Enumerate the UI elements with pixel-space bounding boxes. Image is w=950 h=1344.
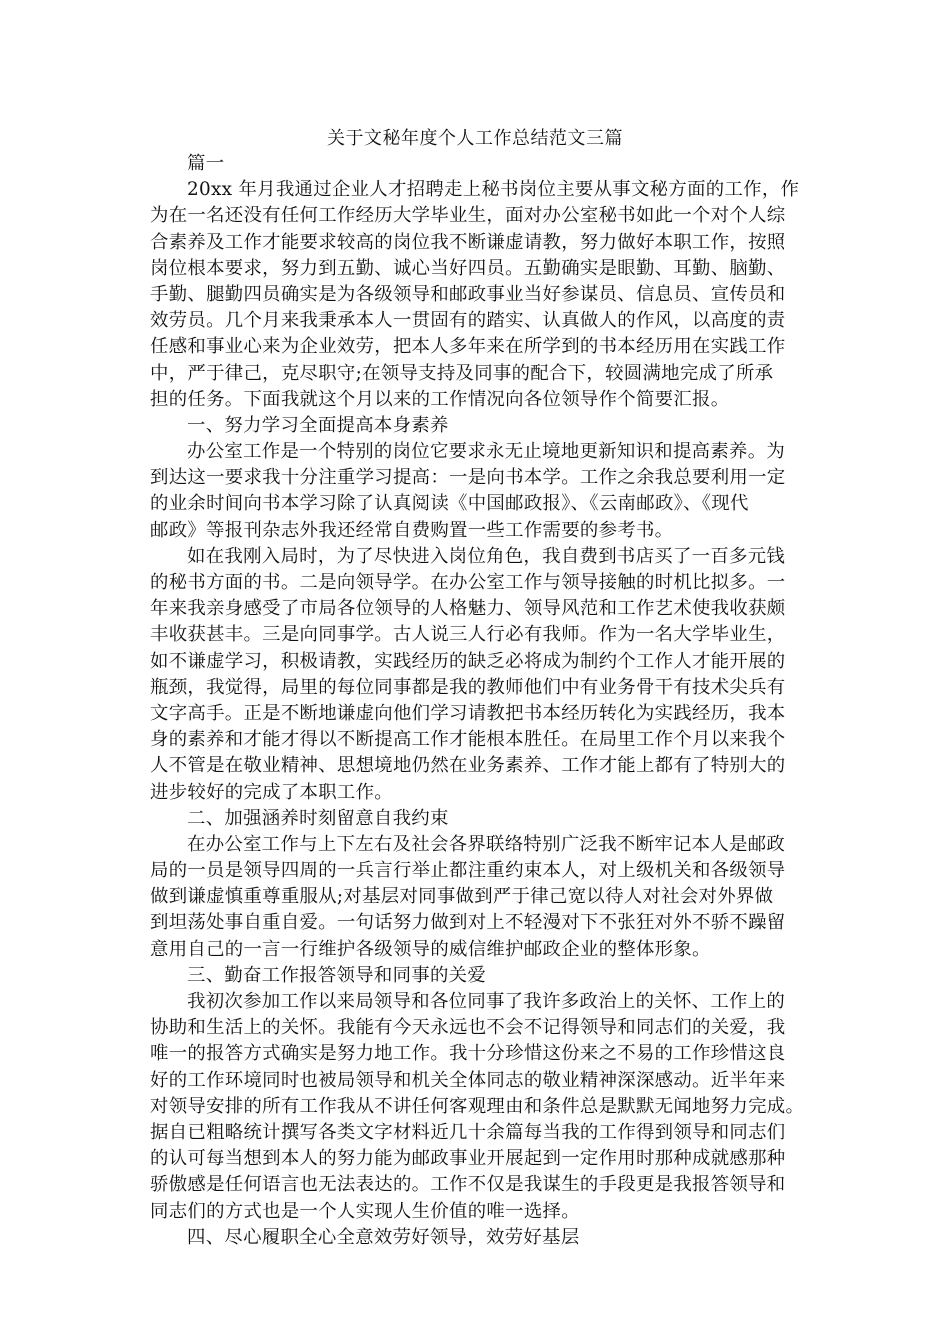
text-line: 担的任务。下面我就这个月以来的工作情况向各位领导作个简要汇报。 (150, 388, 730, 410)
text-line: 唯一的报答方式确实是努力地工作。我十分珍惜这份来之不易的工作珍惜这良 (150, 1043, 786, 1065)
text-line: 岗位根本要求，努力到五勤、诚心当好四员。五勤确实是眼勤、耳勤、脑勤、 (150, 257, 786, 279)
text-line: 据自已粗略统计撰写各类文字材料近几十余篇每当我的工作得到领导和同志们 (150, 1121, 786, 1143)
text-line: 四、尽心履职全心全意效劳好领导，效劳好基层 (187, 1226, 580, 1248)
text-line: 协助和生活上的关怀。我能有今天永远也不会不记得领导和同志们的关爱，我 (150, 1017, 786, 1039)
document-title: 关于文秘年度个人工作总结范文三篇 (327, 128, 623, 149)
text-line: 二、加强涵养时刻留意自我约束 (187, 807, 449, 829)
text-line: 为在一名还没有任何工作经历大学毕业生，面对办公室秘书如此一个对个人综 (150, 205, 786, 227)
text-line: 进步较好的完成了本职工作。 (150, 781, 393, 803)
text-line: 在办公室工作与上下左右及社会各界联络特别广泛我不断牢记本人是邮政 (187, 833, 786, 855)
text-line: 20xx 年月我通过企业人才招聘走上秘书岗位主要从事文秘方面的工作，作 (187, 179, 800, 201)
text-line: 任感和事业心来为企业效劳，把本人多年来在所学到的书本经历用在实践工作 (150, 336, 786, 358)
text-line: 瓶颈，我觉得，局里的每位同事都是我的教师他们中有业务骨干有技术尖兵有 (150, 676, 786, 698)
text-line: 篇一 (187, 153, 225, 174)
text-line: 的业余时间向书本学习除了认真阅读《中国邮政报》、《云南邮政》、《现代 (150, 493, 749, 515)
text-line: 意用自己的一言一行维护各级领导的威信维护邮政企业的整体形象。 (150, 938, 711, 960)
text-line: 同志们的方式也是一个人实现人生价值的唯一选择。 (150, 1200, 580, 1222)
text-line: 丰收获甚丰。三是向同事学。古人说三人行必有我师。作为一名大学毕业生， (150, 624, 786, 646)
text-line: 我初次参加工作以来局领导和各位同事了我许多政治上的关怀、工作上的 (187, 991, 786, 1012)
text-line: 合素养及工作才能要求较高的岗位我不断谦虚请教，努力做好本职工作，按照 (150, 231, 786, 253)
text-line: 如在我刚入局时，为了尽快进入岗位角色，我自费到书店买了一百多元钱 (187, 545, 786, 567)
text-line: 效劳员。几个月来我秉承本人一贯固有的踏实、认真做人的作风，以高度的责 (150, 310, 786, 332)
text-line: 年来我亲身感受了市局各位领导的人格魅力、领导风范和工作艺术使我收获颇 (150, 598, 786, 620)
text-line: 文字高手。正是不断地谦虚向他们学习请教把书本经历转化为实践经历，我本 (150, 702, 786, 724)
text-line: 骄傲感是任何语言也无法表达的。工作不仅是我谋生的手段更是我报答领导和 (150, 1174, 786, 1196)
document-body (150, 151, 810, 1251)
text-line: 人不管是在敬业精神、思想境地仍然在业务素养、工作才能上都有了特别大的 (150, 755, 786, 777)
text-line: 局的一员是领导四周的一兵言行举止都注重约束本人，对上级机关和各级领导 (150, 860, 786, 882)
text-line: 中，严于律己，克尽职守;在领导支持及同事的配合下，较圆满地完成了所承 (150, 362, 774, 384)
text-line: 到达这一要求我十分注重学习提高：一是向书本学。工作之余我总要利用一定 (150, 467, 786, 489)
text-line: 身的素养和才能才得以不断提高工作才能根本胜任。在局里工作个月以来我个 (150, 729, 786, 751)
text-line: 手勤、腿勤四员确实是为各级领导和邮政事业当好参谋员、信息员、宣传员和 (150, 283, 786, 305)
text-line: 好的工作环境同时也被局领导和机关全体同志的敬业精神深深感动。近半年来 (150, 1069, 786, 1091)
text-line: 到坦荡处事自重自爱。一句话努力做到对上不轻漫对下不张狂对外不骄不躁留 (150, 912, 786, 934)
text-line: 邮政》等报刊杂志外我还经常自费购置一些工作需要的参考书。 (150, 519, 674, 541)
text-line: 三、勤奋工作报答领导和同事的关爱 (187, 964, 487, 986)
text-line: 做到谦虚慎重尊重服从;对基层对同事做到严于律己宽以待人对社会对外界做 (150, 886, 774, 908)
text-line: 如不谦虚学习，积极请教，实践经历的缺乏必将成为制约个工作人才能开展的 (150, 650, 786, 672)
text-line: 对领导安排的所有工作我从不讲任何客观理由和条件总是默默无闻地努力完成。 (150, 1095, 805, 1117)
text-line: 办公室工作是一个特别的岗位它要求永无止境地更新知识和提高素养。为 (187, 441, 786, 463)
text-line: 一、努力学习全面提高本身素养 (187, 414, 449, 436)
text-line: 的秘书方面的书。二是向领导学。在办公室工作与领导接触的时机比拟多。一 (150, 572, 786, 593)
text-line: 的认可每当想到本人的努力能为邮政事业开展起到一定作用时那种成就感那种 (150, 1148, 786, 1170)
